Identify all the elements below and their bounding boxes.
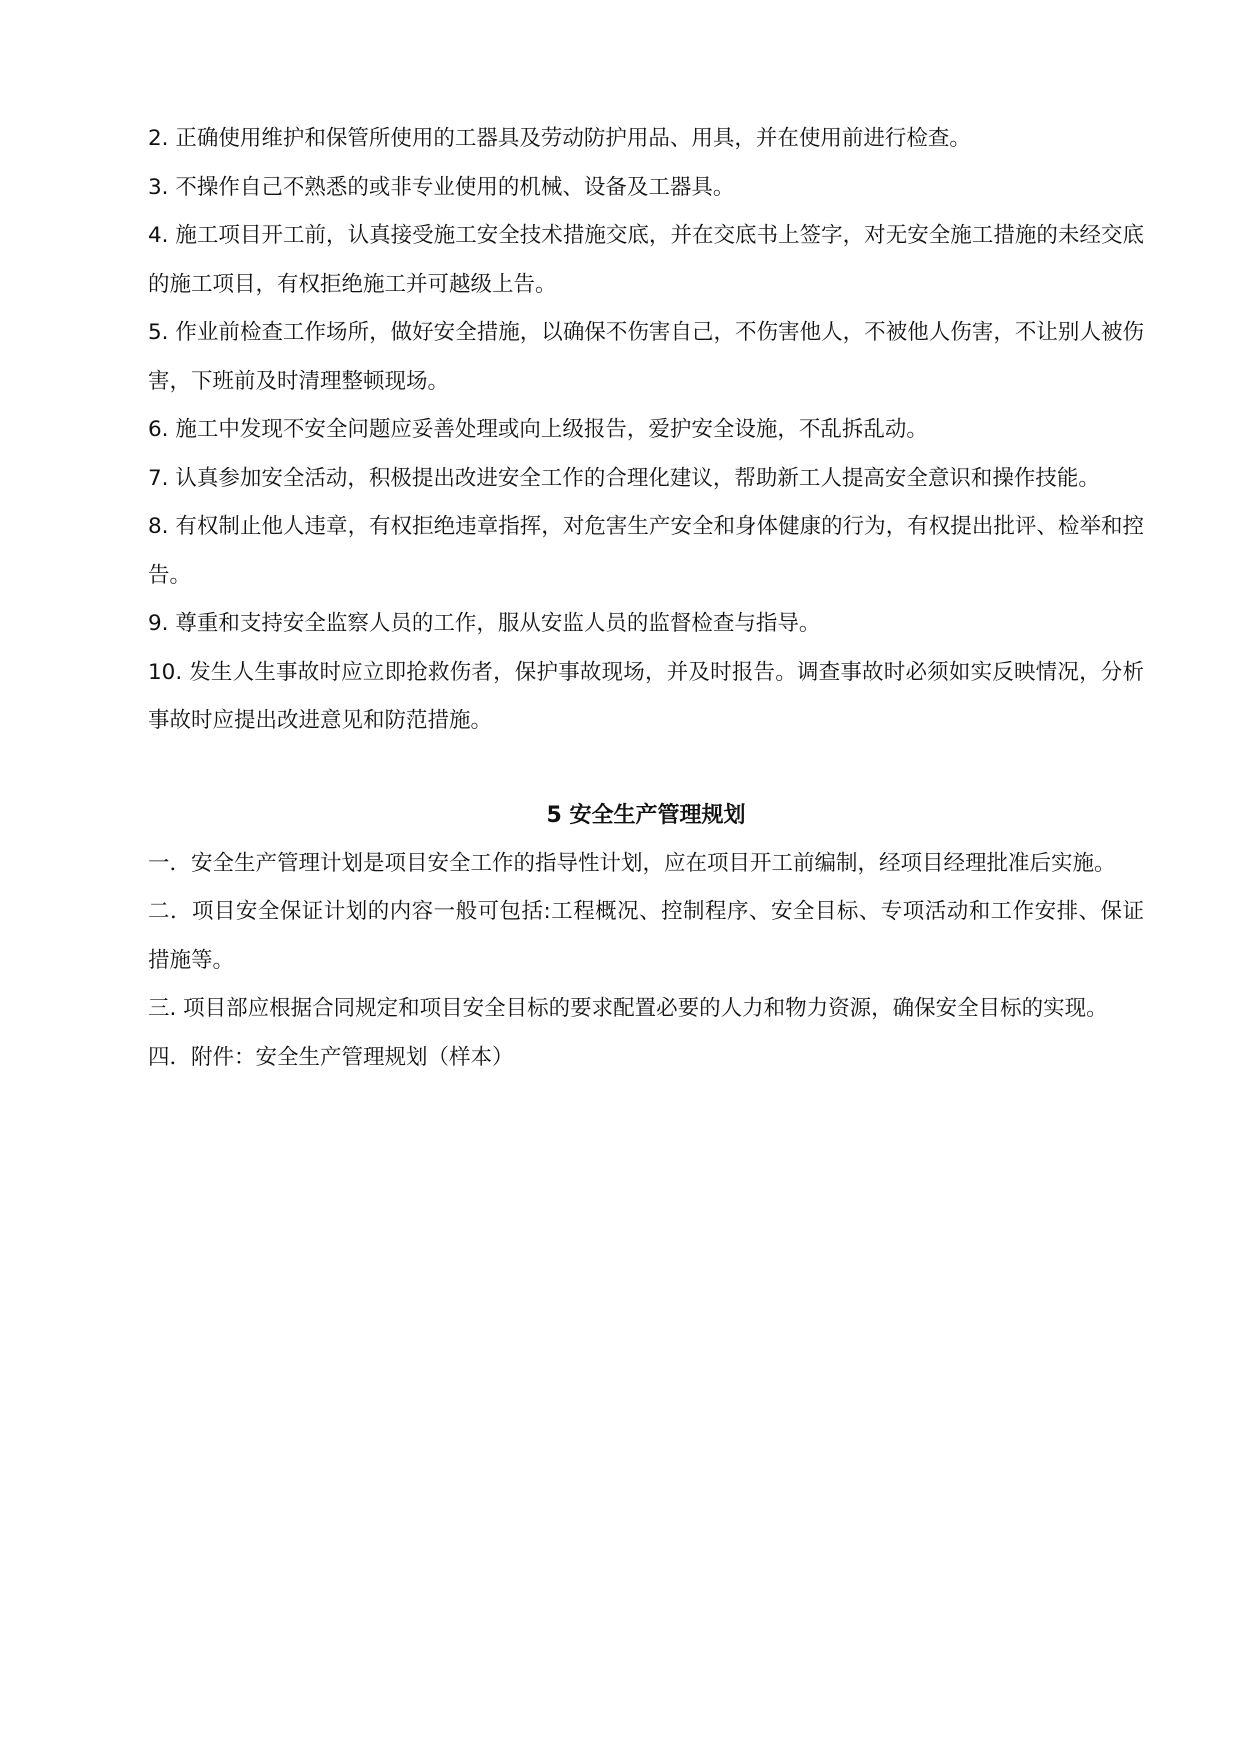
list-item-6: 6. 施工中发现不安全问题应妥善处理或向上级报告，爱护安全设施，不乱拆乱动。 [148,417,928,442]
section-item-3: 三. 项目部应根据合同规定和项目安全目标的要求配置必要的人力和物力资源，确保安全目标的实现。 [148,996,1108,1021]
document-page [148,115,1144,1082]
list-item-3: 3. 不操作自己不熟悉的或非专业使用的机械、设备及工器具。 [148,174,735,200]
list-item-10: 10. 发生人生事故时应立即抢救伤者，保护事故现场，并及时报告。调查事故时必须如实反映情况，分析事故时应提出改进意见和防范措施。 [148,659,1144,733]
section-item-2: 二．项目安全保证计划的内容一般可包括:工程概况、控制程序、安全目标、专项活动和工作安排、保证措施等。 [148,899,1144,973]
section-title: 5 安全生产管理规划 [546,802,746,828]
list-item-7: 7. 认真参加安全活动，积极提出改进安全工作的合理化建议，帮助新工人提高安全意识和操作技能。 [148,465,1100,491]
list-item-4: 4. 施工项目开工前，认真接受施工安全技术措施交底，并在交底书上签字，对无安全施工措施的未经交底的施工项目，有权拒绝施工并可越级上告。 [148,223,1144,297]
list-item-9: 9. 尊重和支持安全监察人员的工作，服从安监人员的监督检查与指导。 [148,611,821,636]
section-item-4: 四．附件：安全生产管理规划（样本） [148,1044,514,1070]
list-item-2: 2. 正确使用维护和保管所使用的工器具及劳动防护用品、用具，并在使用前进行检查。 [148,126,971,151]
list-item-5: 5. 作业前检查工作场所，做好安全措施，以确保不伤害自己，不伤害他人，不被他人伤害，不让别人被伤害，下班前及时清理整顿现场。 [148,320,1144,394]
list-item-8: 8. 有权制止他人违章，有权拒绝违章指挥，对危害生产安全和身体健康的行为，有权提出批评、检举和控告。 [148,514,1144,588]
section-item-1: 一．安全生产管理计划是项目安全工作的指导性计划，应在项目开工前编制，经项目经理批准后实施。 [148,850,1116,876]
